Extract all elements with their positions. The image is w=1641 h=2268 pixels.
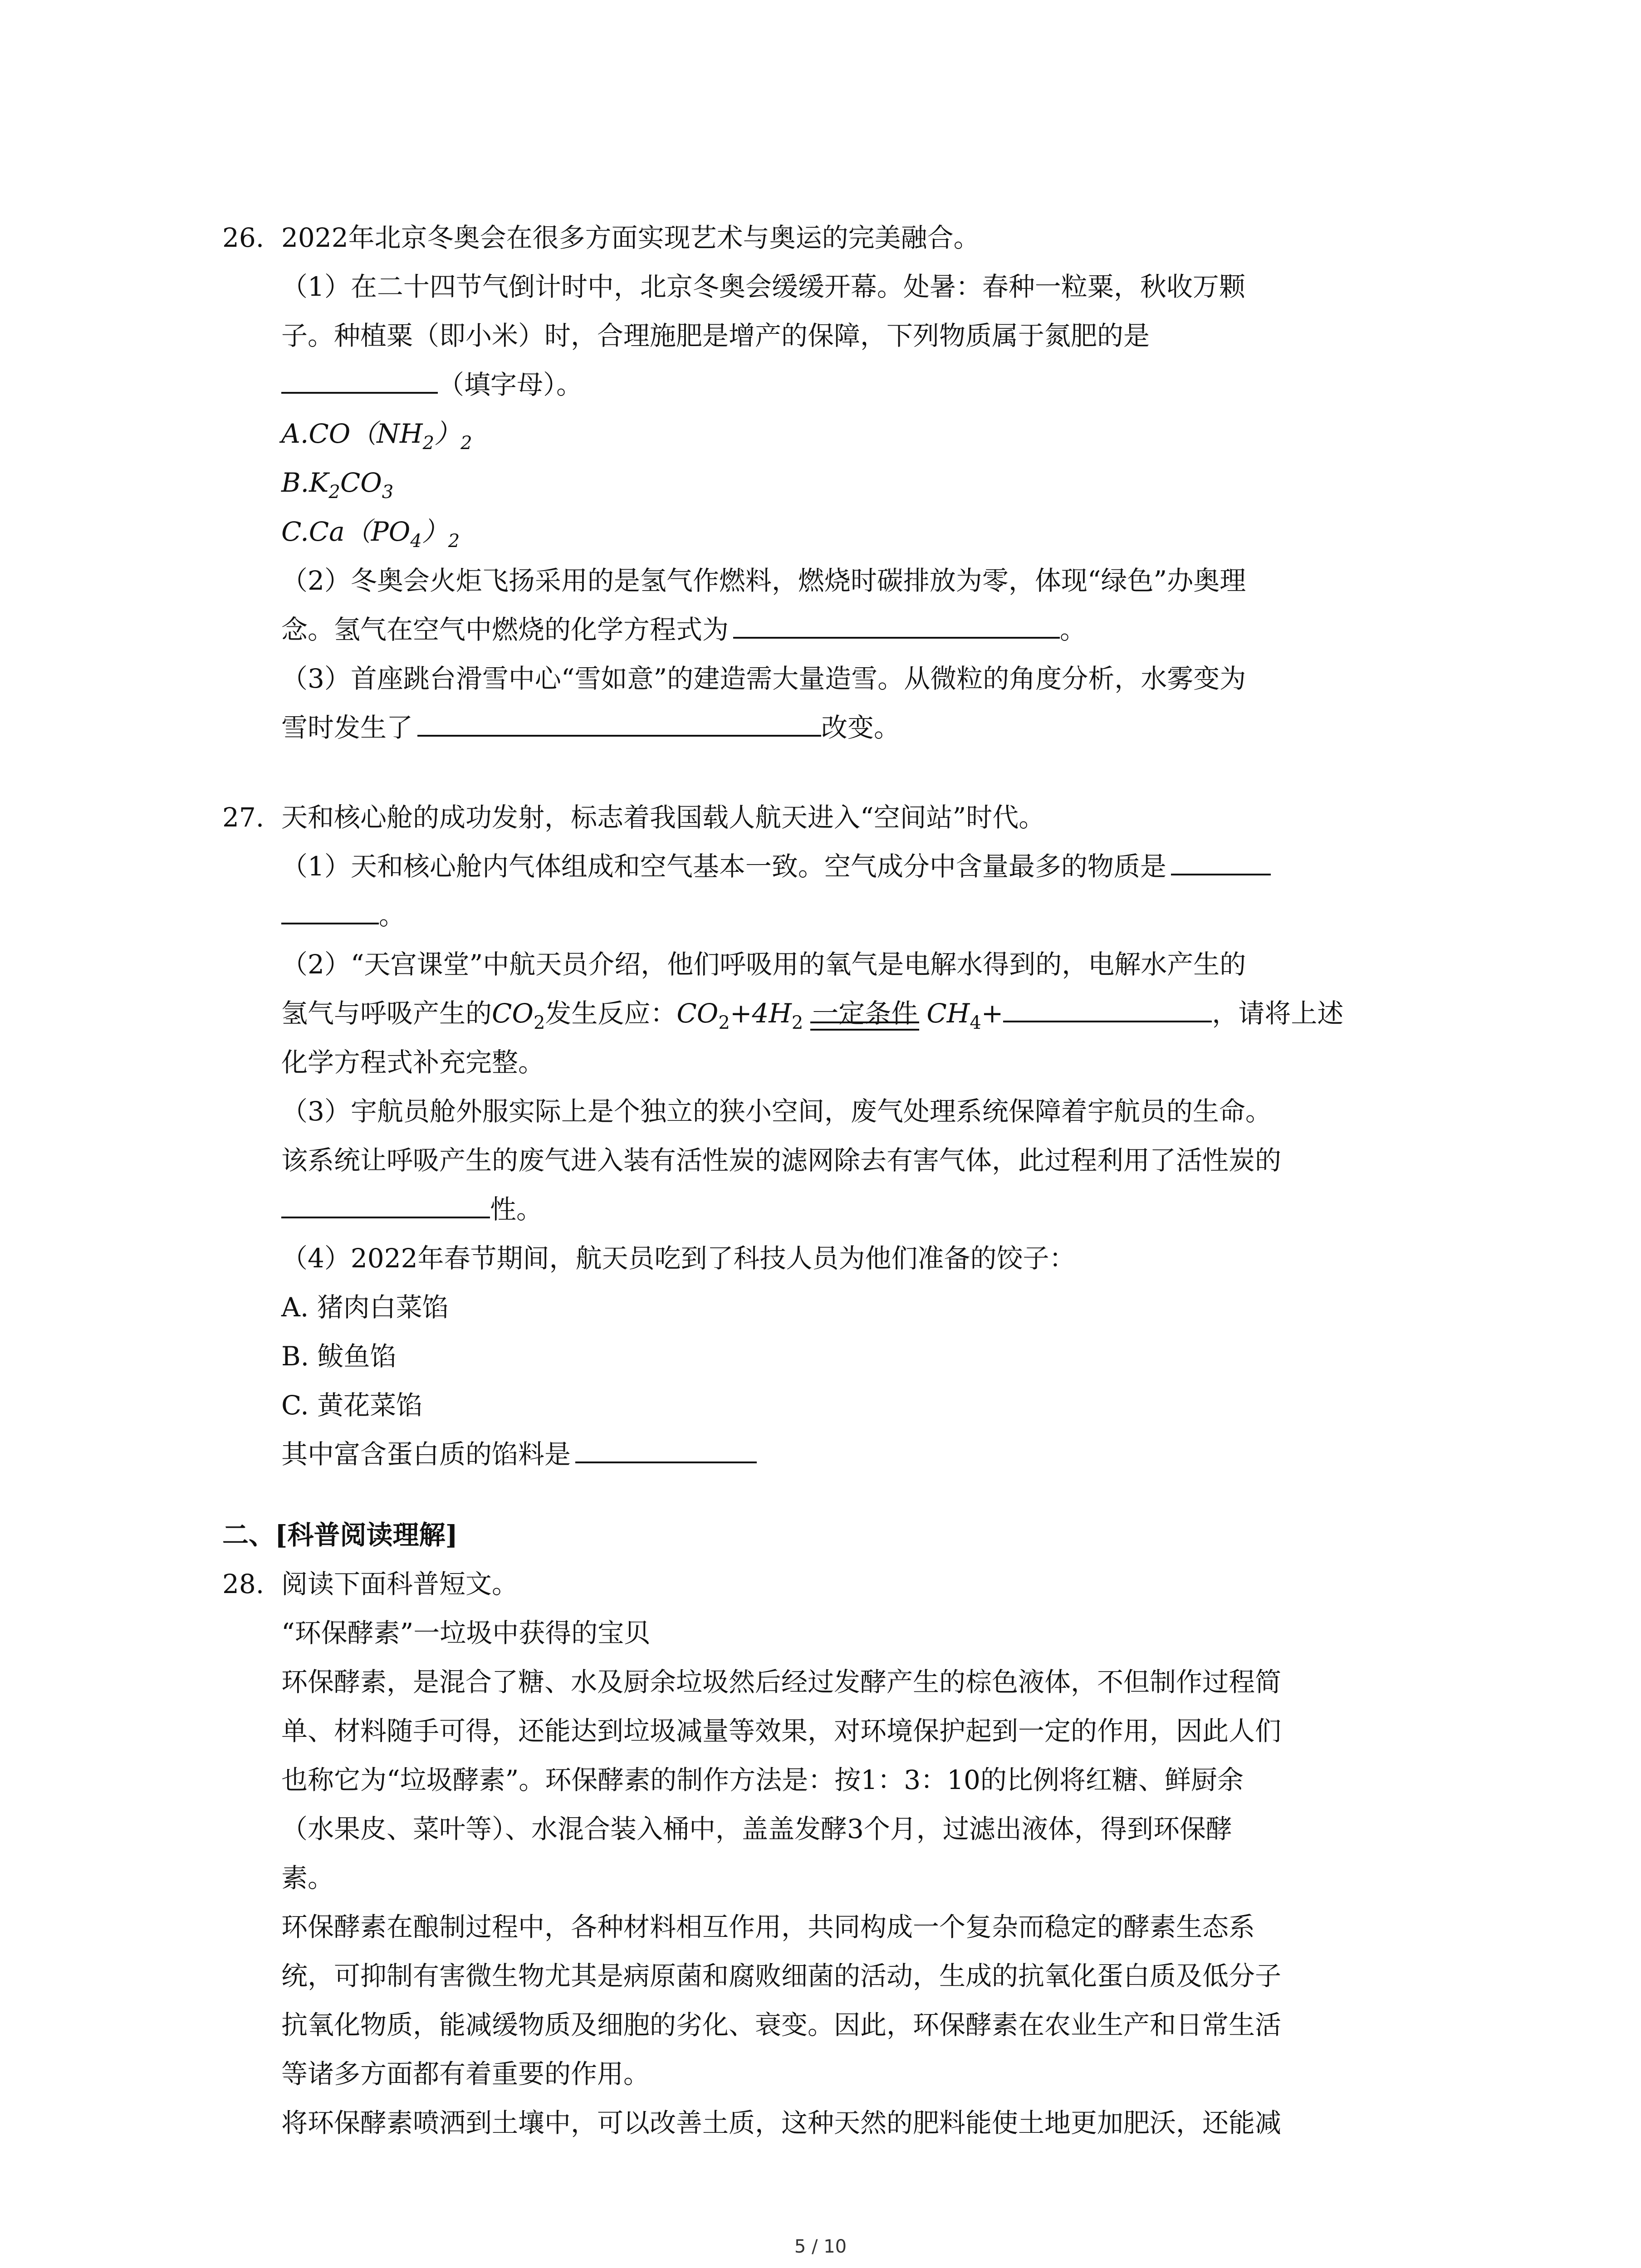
q26-option-c — [222, 507, 1447, 556]
q26-option-c-text: C.Ca（PO — [281, 516, 411, 547]
q27-p2-text-c: ，请将上述 — [1212, 998, 1344, 1029]
q27-p2-line2 — [222, 989, 1447, 1038]
section-heading: 二、[科普阅读理解] — [222, 1520, 458, 1550]
q27-p1-text: （1）天和核心舱内气体组成和空气基本一致。空气成分中含量最多的物质是 — [281, 851, 1166, 882]
q26-option-b-sub2: 3 — [382, 482, 394, 503]
q26-p1-line1: （1）在二十四节气倒计时中，北京冬奥会缓缓开幕。处暑：春种一粒粟，秋收万颗 — [281, 271, 1245, 302]
q28-para1-line1: 环保酵素，是混合了糖、水及厨余垃圾然后经过发酵产生的棕色液体，不但制作过程简 — [281, 1667, 1282, 1697]
page-number: 5 / 10 — [794, 2236, 847, 2257]
q26-p3-line2 — [222, 703, 1447, 752]
q28-para1-line2: 单、材料随手可得，还能达到垃圾减量等效果，对环境保护起到一定的作用，因此人们 — [281, 1716, 1282, 1746]
q26-option-c-end: ） — [421, 516, 448, 547]
q27-answer-blank-1b[interactable] — [281, 891, 379, 924]
q27-eq-ch4: CH — [926, 998, 970, 1029]
q28-para1-line5: 素。 — [281, 1862, 334, 1893]
q27-p3-line3 — [222, 1185, 1447, 1234]
q26-option-b-mid: CO — [340, 467, 382, 498]
q26-p2-end: 。 — [1060, 614, 1087, 645]
q28-para2-line1: 环保酵素在酿制过程中，各种材料相互作用，共同构成一个复杂而稳定的酵素生态系 — [281, 1911, 1255, 1942]
q27-p3-line1: （3）宇航员舱外服实际上是个独立的狭小空间，废气处理系统保障着宇航员的生命。 — [281, 1096, 1272, 1127]
q26-option-b-sub: 2 — [328, 482, 340, 503]
q27-option-b: B. 鲅鱼馅 — [281, 1341, 397, 1372]
q27-option-a: A. 猪肉白菜馅 — [281, 1292, 449, 1323]
q28-para2-line4: 等诸多方面都有着重要的作用。 — [281, 2058, 650, 2089]
q26-option-a-end: ） — [434, 418, 461, 449]
q26-answer-blank-1[interactable] — [281, 360, 438, 394]
q27-answer-blank-4[interactable] — [575, 1430, 757, 1463]
q27-eq-co2: CO — [676, 998, 719, 1029]
q26-p3-text: 雪时发生了 — [281, 712, 413, 743]
q26-option-c-sub: 4 — [410, 531, 422, 552]
q27-p3-line2: 该系统让呼吸产生的废气进入装有活性炭的滤网除去有害气体，此过程利用了活性炭的 — [281, 1145, 1282, 1176]
q27-stem-line — [222, 793, 1447, 842]
q26-option-a-sub: 2 — [422, 433, 435, 454]
q26-option-a-text: A.CO（NH — [281, 418, 423, 449]
q27-ask-text: 其中富含蛋白质的馅料是 — [281, 1439, 571, 1470]
q26-option-b-text: B.K — [281, 467, 329, 498]
q27-p1-line1 — [222, 842, 1447, 891]
q28-stem-line — [222, 1559, 1447, 1608]
q26-p1-tail: （填字母）。 — [438, 369, 583, 400]
q27-eq-h2-sub: 2 — [791, 1012, 803, 1033]
q28-para3-line1: 将环保酵素喷洒到土壤中，可以改善土质，这种天然的肥料能使土地更加肥沃，还能减 — [281, 2107, 1282, 2138]
q27-eq-co2-sub: 2 — [718, 1012, 730, 1033]
q26-answer-blank-3[interactable] — [417, 703, 821, 737]
q28-article-title: “环保酵素”一垃圾中获得的宝贝 — [281, 1618, 651, 1648]
q26-stem-line — [222, 213, 1447, 262]
q27-ask-line — [222, 1430, 1447, 1479]
q26-option-a-sub2: 2 — [460, 433, 472, 454]
q27-co2-sub: 2 — [533, 1012, 545, 1033]
q27-co2: CO — [492, 998, 534, 1029]
q27-answer-blank-2[interactable] — [1003, 989, 1212, 1022]
q26-option-a — [222, 409, 1447, 458]
q26-p2-text: 念。氢气在空气中燃烧的化学方程式为 — [281, 614, 729, 645]
spacer — [222, 1479, 1447, 1510]
q27-p2-text-b: 发生反应： — [545, 998, 677, 1029]
q26-answer-blank-2[interactable] — [733, 605, 1060, 639]
q26-option-b — [222, 458, 1447, 507]
q28-stem: 阅读下面科普短文。 — [281, 1569, 519, 1599]
q27-answer-blank-1a[interactable] — [1171, 842, 1271, 875]
q27-eq-ch4-sub: 4 — [970, 1012, 981, 1033]
q27-p3-end: 性。 — [490, 1194, 543, 1225]
q26-option-c-sub2: 2 — [448, 531, 460, 552]
q27-p2-line3: 化学方程式补充完整。 — [281, 1047, 545, 1078]
q28-number: 28. — [222, 1569, 265, 1599]
q26-stem: 2022年北京冬奥会在很多方面实现艺术与奥运的完美融合。 — [281, 222, 980, 253]
q28-para1-line3: 也称它为“垃圾酵素”。环保酵素的制作方法是：按1：3：10的比例将红糖、鲜厨余 — [281, 1765, 1244, 1795]
q27-option-c: C. 黄花菜馅 — [281, 1390, 423, 1421]
q27-p4-line1: （4）2022年春节期间，航天员吃到了科技人员为他们准备的饺子： — [281, 1243, 1076, 1274]
q26-p1-line3 — [222, 360, 1447, 409]
spacer — [222, 752, 1447, 793]
q28-para2-line3: 抗氧化物质，能减缓物质及细胞的劣化、衰变。因此，环保酵素在农业生产和日常生活 — [281, 2009, 1282, 2040]
q27-p1-end: 。 — [379, 900, 406, 931]
q26-number: 26. — [222, 222, 265, 253]
q28-para1-line4: （水果皮、菜叶等）、水混合装入桶中，盖盖发酵3个月，过滤出液体，得到环保酵 — [281, 1813, 1232, 1844]
q27-p2-text-a: 氢气与呼吸产生的 — [281, 998, 492, 1029]
q27-eq-h2: +4H — [730, 998, 792, 1029]
q27-answer-blank-3[interactable] — [281, 1185, 490, 1218]
q27-p1-line2 — [222, 891, 1447, 940]
q26-p2-line1: （2）冬奥会火炬飞扬采用的是氢气作燃料，燃烧时碳排放为零，体现“绿色”办奥理 — [281, 565, 1246, 596]
q27-p2-line1: （2）“天宫课堂”中航天员介绍，他们呼吸用的氧气是电解水得到的，电解水产生的 — [281, 949, 1246, 980]
q26-p3-end: 改变。 — [821, 712, 901, 743]
q27-stem: 天和核心舱的成功发射，标志着我国载人航天进入“空间站”时代。 — [281, 802, 1045, 833]
q28-para2-line2: 统，可抑制有害微生物尤其是病原菌和腐败细菌的活动，生成的抗氧化蛋白质及低分子 — [281, 1960, 1282, 1991]
q27-eq-plus: + — [981, 998, 1004, 1029]
q26-p2-line2 — [222, 605, 1447, 654]
q27-number: 27. — [222, 802, 265, 833]
q26-p3-line1: （3）首座跳台滑雪中心“雪如意”的建造需大量造雪。从微粒的角度分析，水雾变为 — [281, 663, 1246, 694]
q26-p1-line2: 子。种植粟（即小米）时，合理施肥是增产的保障，下列物质属于氮肥的是 — [281, 320, 1150, 351]
page-content — [222, 213, 1447, 2147]
q27-eq-condition: 一定条件 — [810, 989, 919, 1038]
